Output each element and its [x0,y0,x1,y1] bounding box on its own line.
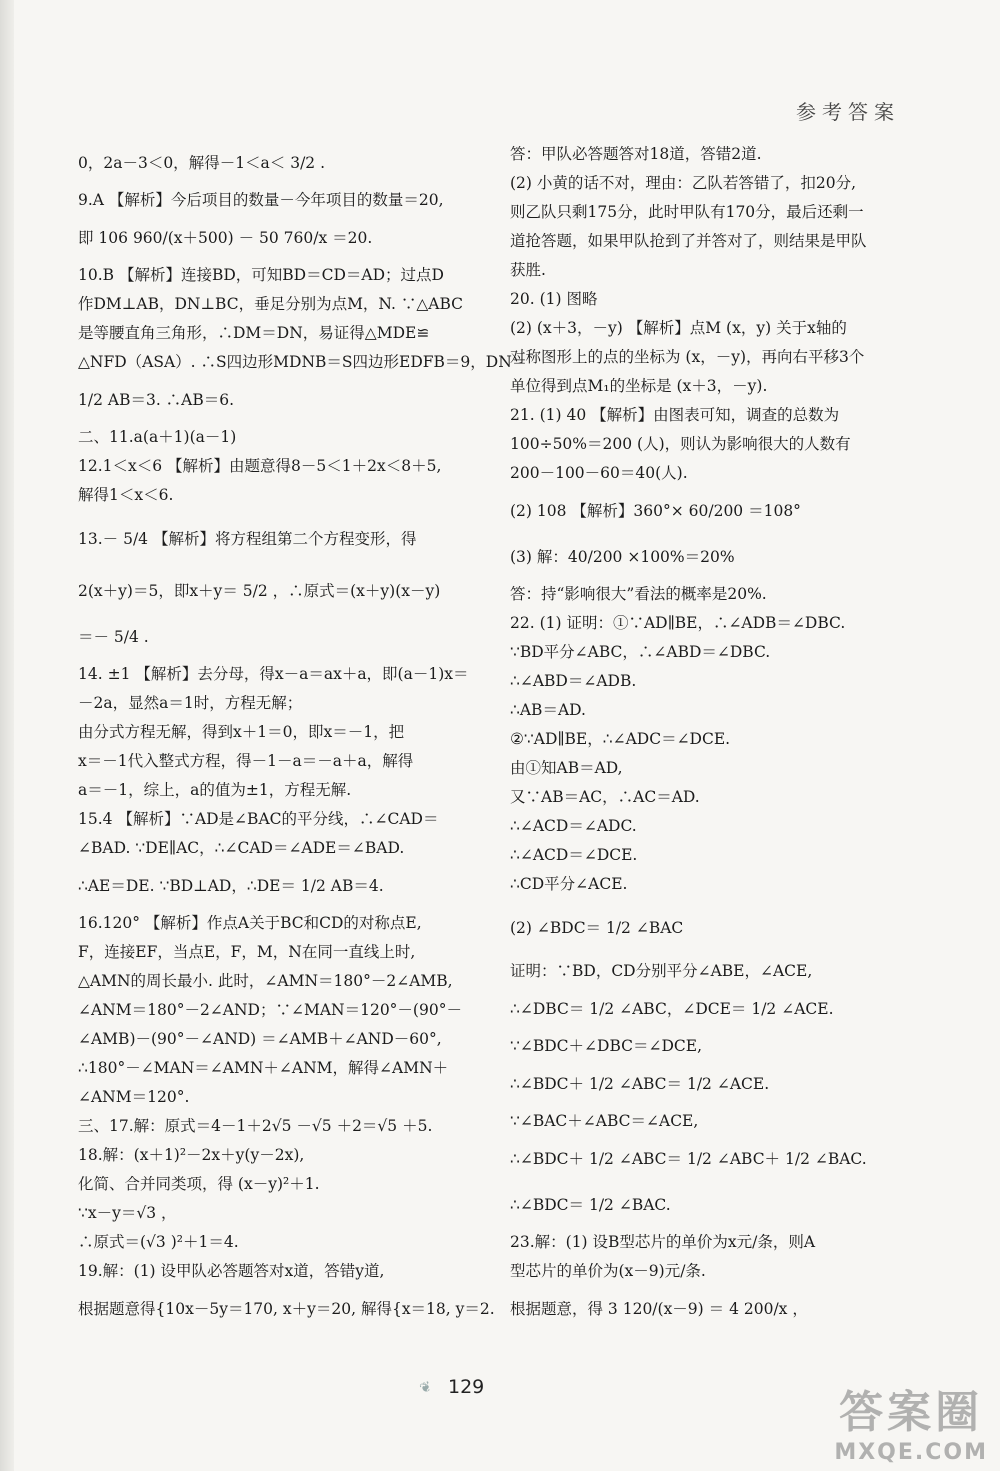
answer-line: 根据题意，得 3 120/(x－9) ＝ 4 200/x ， [510,1300,808,1318]
answer-line: 1/2 AB＝3. ∴AB＝6. [78,391,235,409]
answer-line: ∠BAD. ∵DE∥AC，∴∠CAD＝∠ADE＝∠BAD. [78,839,405,857]
answer-line: 又∵AB＝AC，∴AC＝AD. [510,788,700,806]
answer-line: 证明：∵BD，CD分别平分∠ABE，∠ACE, [510,962,813,980]
answer-line: ∵BD平分∠ABC，∴∠ABD＝∠DBC. [510,643,771,661]
answer-line: △AMN的周长最小. 此时，∠AMN＝180°－2∠AMB, [78,972,453,990]
answer-line: ∴∠BDC＋ 1/2 ∠ABC＝ 1/2 ∠ACE. [510,1075,770,1093]
page-number: 129 [448,1376,485,1398]
answer-line: 12.1＜x＜6 【解析】由题意得8－5＜1＋2x＜8＋5, [78,457,442,475]
answer-line: 道抢答题，如果甲队抢到了并答对了，则结果是甲队 [510,232,867,250]
answer-line: ∠ANM＝180°－2∠AND；∵∠MAN＝120°－(90°－ [78,1001,462,1019]
answer-line: (2) ∠BDC＝ 1/2 ∠BAC [510,919,684,937]
answer-line: 22. (1) 证明：①∵AD∥BE，∴∠ADB＝∠DBC. [510,614,846,632]
answer-line: 21. (1) 40 【解析】由图表可知，调查的总数为 [510,406,840,424]
answer-line: 200－100－60＝40(人). [510,464,688,482]
answer-line: ∴∠BDC＋ 1/2 ∠ABC＝ 1/2 ∠ABC＋ 1/2 ∠BAC. [510,1150,867,1168]
answer-line: ∴∠ACD＝∠DCE. [510,846,638,864]
answer-line: ∴原式＝(√3 )²＋1＝4. [78,1233,239,1251]
watermark-logo-text: 答案圈 [839,1387,984,1438]
answer-line: (2) 108 【解析】360°× 60/200 ＝108° [510,502,801,520]
answer-line: ∴∠BDC＝ 1/2 ∠BAC. [510,1196,671,1214]
answer-line: 100÷50%＝200 (人)，则认为影响很大的人数有 [510,435,851,453]
site-watermark [834,1376,988,1465]
watermark-url: MXQE.COM [834,1440,988,1465]
answer-line: 9.A 【解析】今后项目的数量－今年项目的数量＝20, [78,191,444,209]
answer-line: ∠AMB)－(90°－∠AND) ＝∠AMB＋∠AND－60°, [78,1030,442,1048]
answer-line: 15.4 【解析】∵AD是∠BAC的平分线，∴∠CAD＝ [78,810,439,828]
answer-line: 18.解：(x＋1)²－2x＋y(y－2x), [78,1146,305,1164]
answer-line: 2(x＋y)＝5，即x＋y＝ 5/2 ，∴原式＝(x＋y)(x－y) [78,582,441,600]
answer-line: 型芯片的单价为(x－9)元/条. [510,1262,706,1280]
answer-line: 答：甲队必答题答对18道，答错2道. [510,145,762,163]
answer-line: ∵∠BAC＋∠ABC＝∠ACE, [510,1112,699,1130]
answer-line: 二、11.a(a＋1)(a－1) [78,428,237,446]
answer-line: (2) (x＋3，－y) 【解析】点M (x，y) 关于x轴的 [510,319,847,337]
leaf-ornament-icon: ❦ [417,1378,435,1398]
answer-line: 由①知AB＝AD, [510,759,623,777]
answer-line: ∴AB＝AD. [510,701,586,719]
answer-line: 是等腰直角三角形，∴DM＝DN，易证得△MDE≌ [78,324,430,342]
answer-line: ∴AE＝DE. ∵BD⊥AD，∴DE＝ 1/2 AB＝4. [78,877,384,895]
right-column [510,140,900,1332]
answer-line: 单位得到点M₁的坐标是 (x＋3，－y). [510,377,768,395]
answer-line: 则乙队只剩175分，此时甲队有170分，最后还剩一 [510,203,864,221]
answer-line: ∴∠ACD＝∠ADC. [510,817,637,835]
answer-line: ＝－ 5/4 . [78,628,149,646]
answer-line: 化简、合并同类项，得 (x－y)²＋1. [78,1175,320,1193]
answer-line: 解得1＜x＜6. [78,486,174,504]
answer-line: x＝－1代入整式方程，得－1－a＝－a＋a，解得 [78,752,414,770]
answer-line: 23.解：(1) 设B型芯片的单价为x元/条，则A [510,1233,816,1251]
answer-line: 由分式方程无解，得到x＋1＝0，即x＝－1，把 [78,723,405,741]
answer-line: (3) 解：40/200 ×100%＝20% [510,548,735,566]
answer-line: 0，2a－3＜0，解得－1＜a＜ 3/2 . [78,154,326,172]
answer-line: ∴∠ABD＝∠ADB. [510,672,637,690]
answer-line: ∵∠BDC＋∠DBC＝∠DCE, [510,1037,702,1055]
answer-line: 答：持“影响很大”看法的概率是20%. [510,585,767,603]
answer-line: 20. (1) 图略 [510,290,598,308]
running-head: 参考答案 [796,100,900,124]
answer-line: 13.－ 5/4 【解析】将方程组第二个方程变形，得 [78,530,417,548]
answer-line: (2) 小黄的话不对，理由：乙队若答错了，扣20分, [510,174,857,192]
answer-line: 对称图形上的点的坐标为 (x，－y)，再向右平移3个 [510,348,865,366]
answer-line: ②∵AD∥BE，∴∠ADC＝∠DCE. [510,730,731,748]
answer-line: 14. ±1 【解析】去分母，得x－a＝ax＋a，即(a－1)x＝ [78,665,469,683]
answer-line: 作DM⊥AB，DN⊥BC，垂足分别为点M，N. ∵△ABC [78,295,464,313]
answer-line: 三、17.解：原式＝4－1＋2√5 －√5 ＋2＝√5 ＋5. [78,1117,433,1135]
answer-line: ∴∠DBC＝ 1/2 ∠ABC，∠DCE＝ 1/2 ∠ACE. [510,1000,834,1018]
answer-line: F，连接EF，当点E，F，M，N在同一直线上时, [78,943,416,961]
answer-line: 获胜. [510,261,546,279]
answer-line: 即 106 960/(x＋500) － 50 760/x ＝20. [78,229,373,247]
answer-line: ∠ANM＝120°. [78,1088,190,1106]
answer-line: a＝－1，综上，a的值为±1，方程无解. [78,781,352,799]
answer-line: 根据题意得{10x－5y＝170, x＋y＝20, 解得{x＝18, y＝2. [78,1300,495,1318]
answer-line: △NFD（ASA）. ∴S四边形MDNB＝S四边形EDFB＝9，DN＝ [78,353,528,371]
answer-line: ∴CD平分∠ACE. [510,875,628,893]
answer-line: 16.120° 【解析】作点A关于BC和CD的对称点E, [78,914,422,932]
page-binding-edge [0,0,14,1471]
answer-line: ∴180°－∠MAN＝∠AMN＋∠ANM，解得∠AMN＋ [78,1059,449,1077]
answer-line: －2a，显然a＝1时，方程无解； [78,694,303,712]
answer-line: ∵x－y＝√3 ， [78,1204,177,1222]
answer-line: 10.B 【解析】连接BD，可知BD＝CD＝AD；过点D [78,266,444,284]
answer-line: 19.解：(1) 设甲队必答题答对x道，答错y道, [78,1262,385,1280]
